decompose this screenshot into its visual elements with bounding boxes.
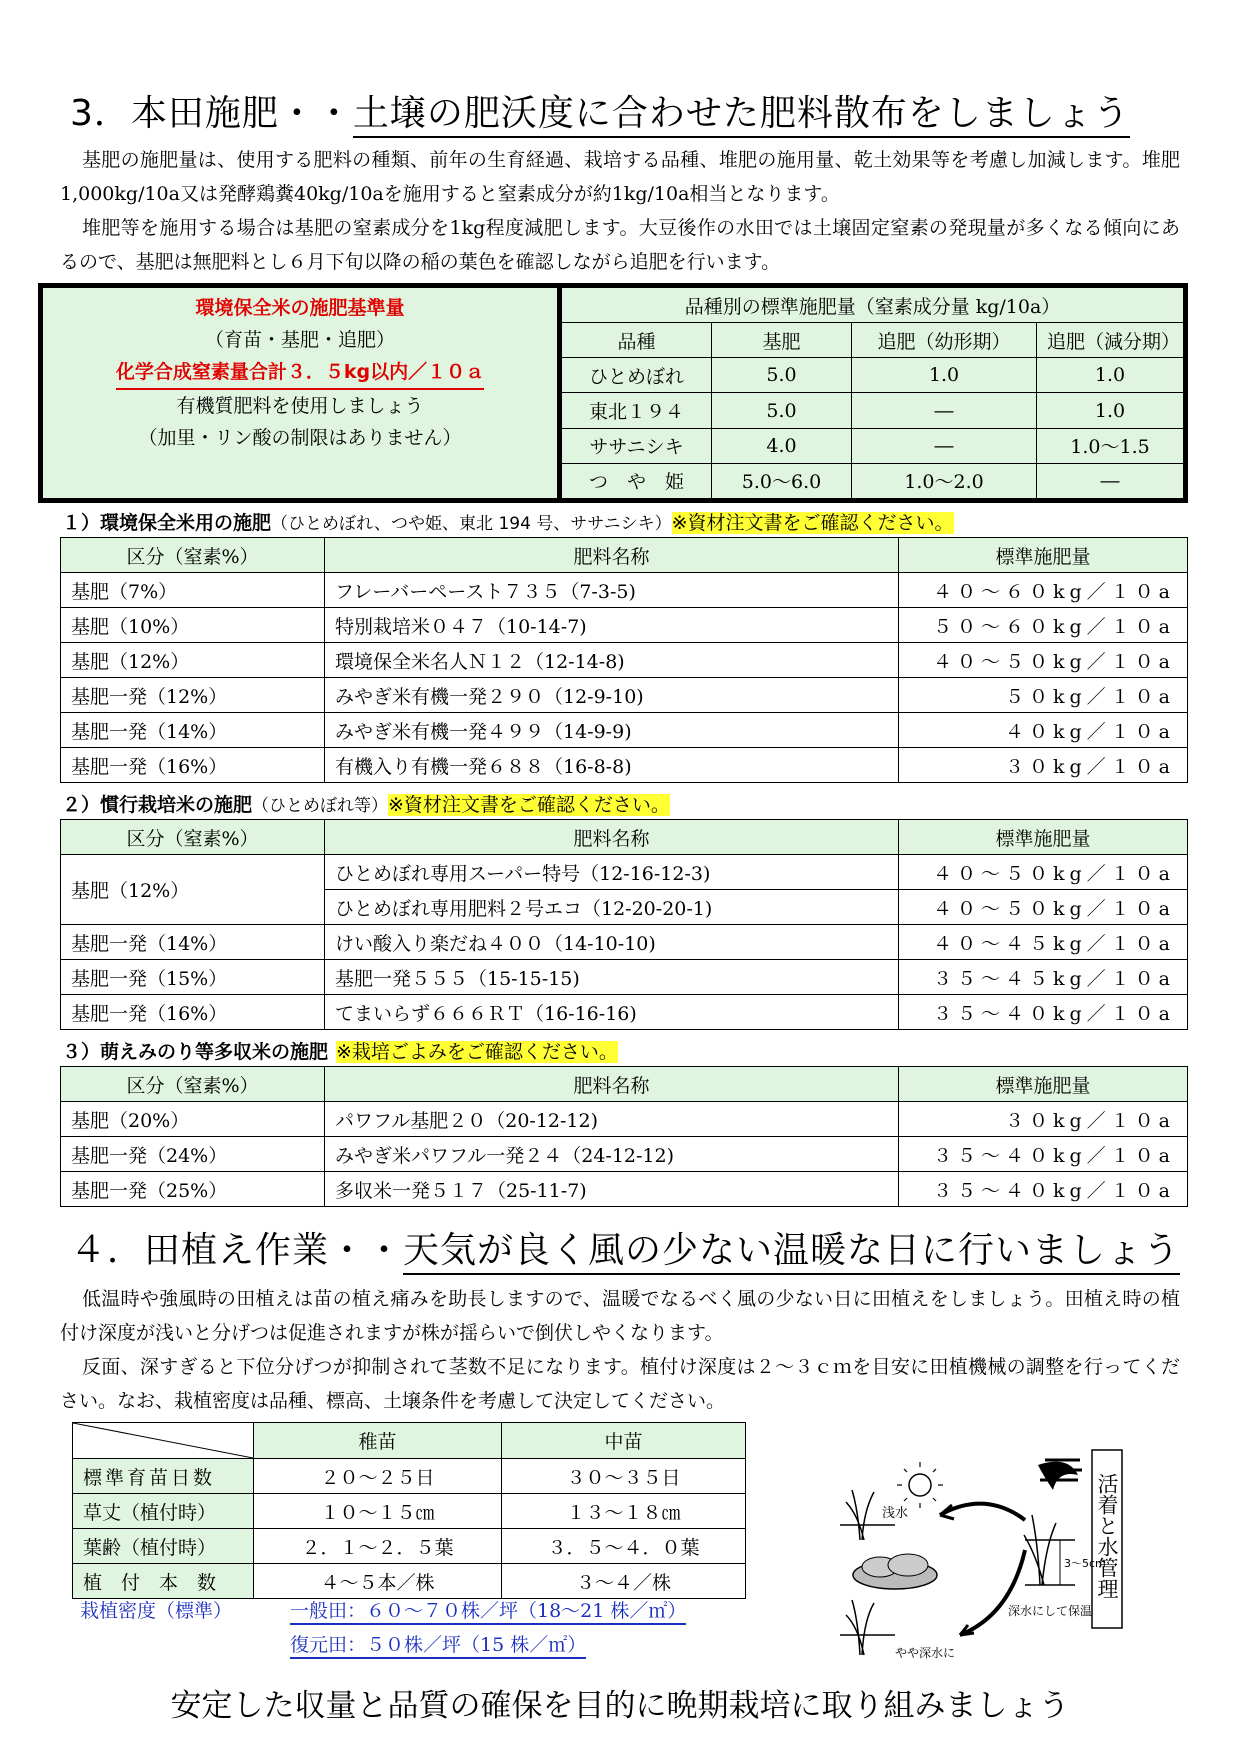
variety-header: 追肥（幼形期）: [852, 323, 1037, 358]
diagonal-line: [73, 1423, 253, 1458]
variety-table-caption: 品種別の標準施肥量（窒素成分量 kg/10a）: [562, 288, 1184, 323]
table1: 区分（窒素%） 肥料名称 標準施肥量 基肥（7%） フレーバーペースト７３５（7-3-5) ４０～６０kg／１０a 基肥（10%） 特別栽培米０４７（10-14-7) ５０～６０kg／１０a 基肥（12%） 環境保全米名人Ｎ１２（12-14-8) ４０～５０kg／１０a 基肥一発（12%） みやぎ米有機一発２９０（12-9-10) ５０kg／１０a 基肥一発（14%） みやぎ米有機一発４９９（14-9-9) ４０kg／１０a 基肥一発（16%） 有機入り有機一発６８８（16-8-8) ３０kg／１０a: [60, 537, 1188, 783]
variety-header: 追肥（減分期）: [1037, 323, 1184, 358]
nitrogen-limit: 化学合成窒素量合計３．５kg以内／１０ａ: [116, 356, 484, 390]
table2: 区分（窒素%） 肥料名称 標準施肥量 基肥（12%） ひとめぼれ専用スーパー特号（12-16-12-3) ４０～５０kg／１０a ひとめぼれ専用肥料２号エコ（12-20-20-1) ４０～５０kg／１０a 基肥一発（14%） けい酸入り楽だね４００（14-10-10) ４０～４５kg／１０a 基肥一発（15%） 基肥一発５５５（15-15-15) ３５～４５kg／１０a 基肥一発（16%） てまいらず６６６ＲＴ（16-16-16) ３５～４０kg／１０a: [60, 819, 1188, 1030]
deep-keep-label: 深水にして保温: [1008, 1604, 1093, 1618]
table-row: ササニシキ 4.0 ― 1.0～1.5: [562, 428, 1184, 463]
section4-para2: 反面、深すぎると下位分げつが抑制されて茎数不足になります。植付け深度は２～３ｃｍを目安に田植機械の調整を行ってください。なお、栽植密度は品種、標高、土壌条件を考慮して決定してください。: [60, 1356, 1180, 1412]
sun-icon: [897, 1462, 943, 1508]
table-row: 基肥（12%） 環境保全米名人Ｎ１２（12-14-8) ４０～５０kg／１０a: [61, 643, 1188, 678]
note-badge: ※栽培ごよみをご確認ください。: [336, 1041, 618, 1063]
footer-slogan: 安定した収量と品質の確保を目的に晩期栽培に取り組みましょう: [170, 1688, 1070, 1724]
table-row: 基肥一発（14%） みやぎ米有機一発４９９（14-9-9) ４０kg／１０a: [61, 713, 1188, 748]
note-badge: ※資材注文書をご確認ください。: [388, 794, 670, 816]
seedling-table: 稚苗 中苗 標準育苗日数 ２０～２５日 ３０～３５日 草丈（植付時） １０～１５㎝ １３～１８㎝ 葉齢（植付時） ２．１～２．５葉 ３．５～４．０葉 植 付 本 数 ４～５本／株 ３～４／株: [72, 1422, 746, 1599]
standard-amount-box: [38, 283, 562, 503]
shallow-water-label: 浅水: [882, 1506, 909, 1521]
table-row: 葉齢（植付時） ２．１～２．５葉 ３．５～４．０葉: [73, 1529, 746, 1564]
standard-box-title: 環境保全米の施肥基準量: [195, 297, 405, 319]
table-row: 基肥（7%） フレーバーペースト７３５（7-3-5) ４０～６０kg／１０a: [61, 573, 1188, 608]
rice-plant-icon: [1024, 1515, 1075, 1585]
illustration-title: 活着と水管理: [1095, 1473, 1119, 1599]
section4-title: ４．田植え作業・・天気が良く風の少ない温暖な日に行いましょう: [70, 1222, 1180, 1273]
note-badge: ※資材注文書をご確認ください。: [671, 512, 954, 534]
standard-box-line2: （加里・リン酸の制限はありません）: [138, 427, 462, 449]
table-row: 標準育苗日数 ２０～２５日 ３０～３５日: [73, 1459, 746, 1494]
section4-para1: 低温時や強風時の田植えは苗の植え痛みを助長しますので、温暖でなるべく風の少ない日に田植えをしましょう。田植え時の植付け深度が浅いと分げつは促進されますが株が揺らいで倒伏しやくなります。: [60, 1288, 1180, 1344]
table-row: 基肥一発（12%） みやぎ米有機一発２９０（12-9-10) ５０kg／１０a: [61, 678, 1188, 713]
table2-heading: ２）慣行栽培米の施肥（ひとめぼれ等）※資材注文書をご確認ください。: [62, 794, 670, 816]
variety-header: 品種: [562, 323, 712, 358]
table-row: 基肥一発（16%） 有機入り有機一発６８８（16-8-8) ３０kg／１０a: [61, 748, 1188, 783]
slightly-deep-label: やや深水に: [895, 1646, 956, 1660]
table-row: 草丈（植付時） １０～１５㎝ １３～１８㎝: [73, 1494, 746, 1529]
section3-para2: 堆肥等を施用する場合は基肥の窒素成分を1kg程度減肥します。大豆後作の水田では土壌固定窒素の発現量が多くなる傾向にあるので、基肥は無肥料とし６月下旬以降の稲の葉色を確認しながら追肥を行います。: [60, 217, 1180, 273]
section3-title: 3．本田施肥・・土壌の肥沃度に合わせた肥料散布をしましょう: [70, 85, 1130, 136]
variety-header: 基肥: [712, 323, 852, 358]
table-row: 基肥一発（14%） けい酸入り楽だね４００（14-10-10) ４０～４５kg／１０a: [61, 925, 1188, 960]
table-row: 植 付 本 数 ４～５本／株 ３～４／株: [73, 1564, 746, 1599]
table-row: つ や 姫 5.0～6.0 1.0～2.0 ―: [562, 463, 1184, 498]
density-label: 栽植密度（標準）: [80, 1600, 233, 1622]
table1-heading: １）環境保全米用の施肥（ひとめぼれ、つや姫、東北 194 号、ササニシキ）※資材注文書をご確認ください。: [62, 512, 954, 534]
variety-table: [561, 287, 1184, 499]
table-row: 東北１９４ 5.0 ― 1.0: [562, 393, 1184, 428]
section3-para1: 基肥の施肥量は、使用する肥料の種類、前年の生育経過、栽培する品種、堆肥の施用量、乾土効果等を考慮し加減します。堆肥1,000kg/10a又は発酵鶏糞40kg/10aを施用すると窒素成分が約1kg/10a相当となります。: [60, 149, 1180, 205]
table3: 区分（窒素%） 肥料名称 標準施肥量 基肥（20%） パワフル基肥２０（20-12-12) ３０kg／１０a 基肥一発（24%） みやぎ米パワフル一発２４（24-12-12) ３５～４０kg／１０a 基肥一発（25%） 多収米一発５１７（25-11-7) ３５～４０kg／１０a: [60, 1066, 1188, 1207]
table-row: 基肥（10%） 特別栽培米０４７（10-14-7) ５０～６０kg／１０a: [61, 608, 1188, 643]
cloud-icon: [853, 1554, 937, 1589]
table-row: 基肥一発（16%） てまいらず６６６ＲＴ（16-16-16) ３５～４０kg／１０a: [61, 995, 1188, 1030]
table-row: 基肥一発（24%） みやぎ米パワフル一発２４（24-12-12) ３５～４０kg／１０a: [61, 1137, 1188, 1172]
diagonal-cell: [73, 1423, 254, 1459]
standard-box-line1: 有機質肥料を使用しましょう: [176, 395, 424, 417]
rice-plant-icon: [840, 1600, 895, 1655]
depth-label: 3～5cm: [1064, 1557, 1106, 1570]
variety-table-box: [557, 283, 1188, 503]
standard-box-sub: （育苗・基肥・追肥）: [204, 329, 395, 351]
density-general: 一般田：６０～７０株／坪（18～21 株／㎡）: [290, 1596, 686, 1625]
moon-icon: [1038, 1460, 1082, 1490]
table-row: ひとめぼれ専用肥料２号エコ（12-20-20-1) ４０～５０kg／１０a: [61, 890, 1188, 925]
table-row: 基肥一発（25%） 多収米一発５１７（25-11-7) ３５～４０kg／１０a: [61, 1172, 1188, 1207]
table-row: 基肥一発（15%） 基肥一発５５５（15-15-15) ３５～４５kg／１０a: [61, 960, 1188, 995]
density-restored: 復元田：５０株／坪（15 株／㎡）: [290, 1630, 586, 1659]
table-row: ひとめぼれ 5.0 1.0 1.0: [562, 358, 1184, 393]
table-row: 基肥（12%） ひとめぼれ専用スーパー特号（12-16-12-3) ４０～５０kg／１０a: [61, 855, 1188, 890]
table-row: 基肥（20%） パワフル基肥２０（20-12-12) ３０kg／１０a: [61, 1102, 1188, 1137]
table3-heading: ３）萌えみのり等多収米の施肥 ※栽培ごよみをご確認ください。: [62, 1041, 618, 1063]
water-management-illustration: [820, 1445, 1130, 1675]
